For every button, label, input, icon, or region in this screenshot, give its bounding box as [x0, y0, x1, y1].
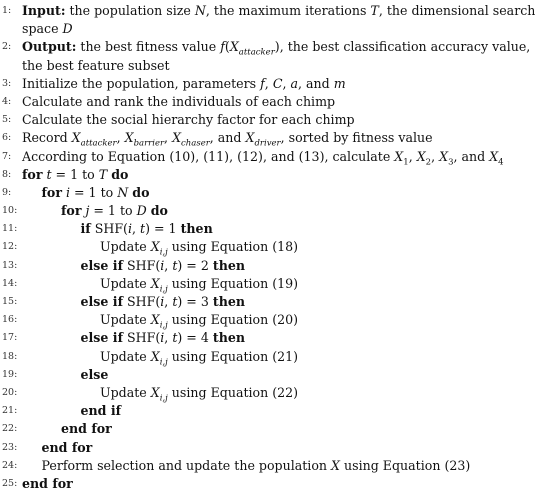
line-number: 25: [2, 477, 18, 489]
line-number: 5: [2, 114, 12, 126]
line-number: 12: [2, 241, 18, 253]
line-number: 17: [2, 332, 18, 344]
line-number: 6: [2, 132, 12, 144]
line-number: 2: [2, 41, 12, 53]
line-number: 13: [2, 259, 18, 271]
line-text: Update $X_{i,j}$ using Equation (18) [100, 239, 299, 258]
line-number: 20: [2, 386, 18, 398]
line-number: 23: [2, 441, 18, 453]
algorithm-line [2, 311, 472, 329]
line-number: 11: [2, 223, 18, 235]
line-text: Update $X_{i,j}$ using Equation (20) [100, 312, 299, 331]
algorithm-line [2, 384, 472, 402]
line-text: for i = 1 to N do [41, 184, 150, 200]
line-number: 8: [2, 168, 12, 180]
algorithm-line [2, 38, 531, 58]
line-text: Output: the best fitness value $f(X_{attacker})$, the best classification accuracy value, [22, 39, 531, 58]
line-number: 7: [2, 150, 12, 162]
line-text: else [80, 366, 109, 382]
line-number: 21: [2, 405, 18, 417]
line-number: 10: [2, 205, 18, 217]
line-text: Initialize the population, parameters f, C, a, and m [22, 75, 346, 91]
line-number: 16: [2, 314, 18, 326]
line-text: space D [22, 21, 73, 37]
line-text: Update $X_{i,j}$ using Equation (21) [100, 348, 299, 368]
algorithm-line [2, 366, 472, 384]
line-number: 9: [2, 186, 12, 198]
algorithm-line [2, 111, 472, 129]
algorithm-line [2, 348, 472, 366]
line-number: 24: [2, 459, 18, 471]
line-text: end if [80, 403, 122, 419]
line-text: According to Equation (10), (11), (12), and (13), calculate $X_1$, $X_2$, $X_3$, and $X_4$ [22, 148, 504, 168]
line-text: end for [41, 439, 93, 455]
algorithm-line [2, 475, 472, 493]
algorithm-line [2, 275, 472, 293]
line-text: else if SHF(i, t) = 3 then [80, 294, 246, 309]
line-text: for j = 1 to D do [61, 203, 168, 219]
algorithm-line [2, 439, 472, 457]
algorithm-line [2, 166, 472, 184]
algorithm-line [2, 93, 472, 111]
line-text: Calculate and rank the individuals of each chimp [22, 93, 336, 109]
algorithm-line [2, 148, 504, 168]
algorithm-line [2, 184, 472, 202]
line-number: 15: [2, 296, 18, 307]
algorithm-listing [2, 2, 535, 493]
line-number: 4: [2, 95, 12, 107]
line-text: end for [22, 475, 73, 491]
algorithm-line [2, 220, 472, 238]
line-text: for t = 1 to T do [22, 166, 129, 182]
algorithm-line [2, 402, 472, 420]
line-text: Calculate the social hierarchy factor for each chimp [22, 112, 355, 128]
algorithm-line [2, 293, 472, 311]
algorithm-line [2, 75, 472, 93]
line-text: else if SHF(i, t) = 2 then [80, 257, 246, 273]
line-number: 19: [2, 368, 18, 380]
line-text: Perform selection and update the population X using Equation (23) [41, 457, 471, 473]
algorithm-line [2, 457, 472, 475]
line-text: Record $X_{attacker}$, $X_{barrier}$, $X_{chaser}$, and $X_{driver}$, sorted by fitness value [22, 130, 433, 149]
algorithm-line [2, 257, 472, 275]
line-number: 22: [2, 423, 18, 435]
line-text: else if SHF(i, t) = 4 then [80, 330, 246, 346]
line-number: 18: [2, 350, 18, 362]
algorithm-line [2, 202, 472, 220]
line-text: Update $X_{i,j}$ using Equation (19) [100, 275, 299, 295]
line-text: Input: the population size N, the maximum iterations T, the dimensional search [22, 3, 535, 18]
line-number: 14: [2, 277, 18, 289]
algorithm-line [2, 238, 472, 256]
algorithm-line [2, 329, 472, 347]
algorithm-line [2, 57, 472, 75]
algorithm-line [2, 20, 472, 38]
line-text: the best feature subset [22, 57, 170, 73]
line-number: 3: [2, 77, 12, 89]
algorithm-line [2, 2, 535, 20]
algorithm-line [2, 129, 472, 147]
line-text: if SHF(i, t) = 1 then [80, 221, 213, 237]
line-text: end for [61, 421, 112, 437]
line-text: Update $X_{i,j}$ using Equation (22) [100, 384, 299, 404]
algorithm-line [2, 420, 472, 438]
line-number: 1: [2, 5, 12, 16]
